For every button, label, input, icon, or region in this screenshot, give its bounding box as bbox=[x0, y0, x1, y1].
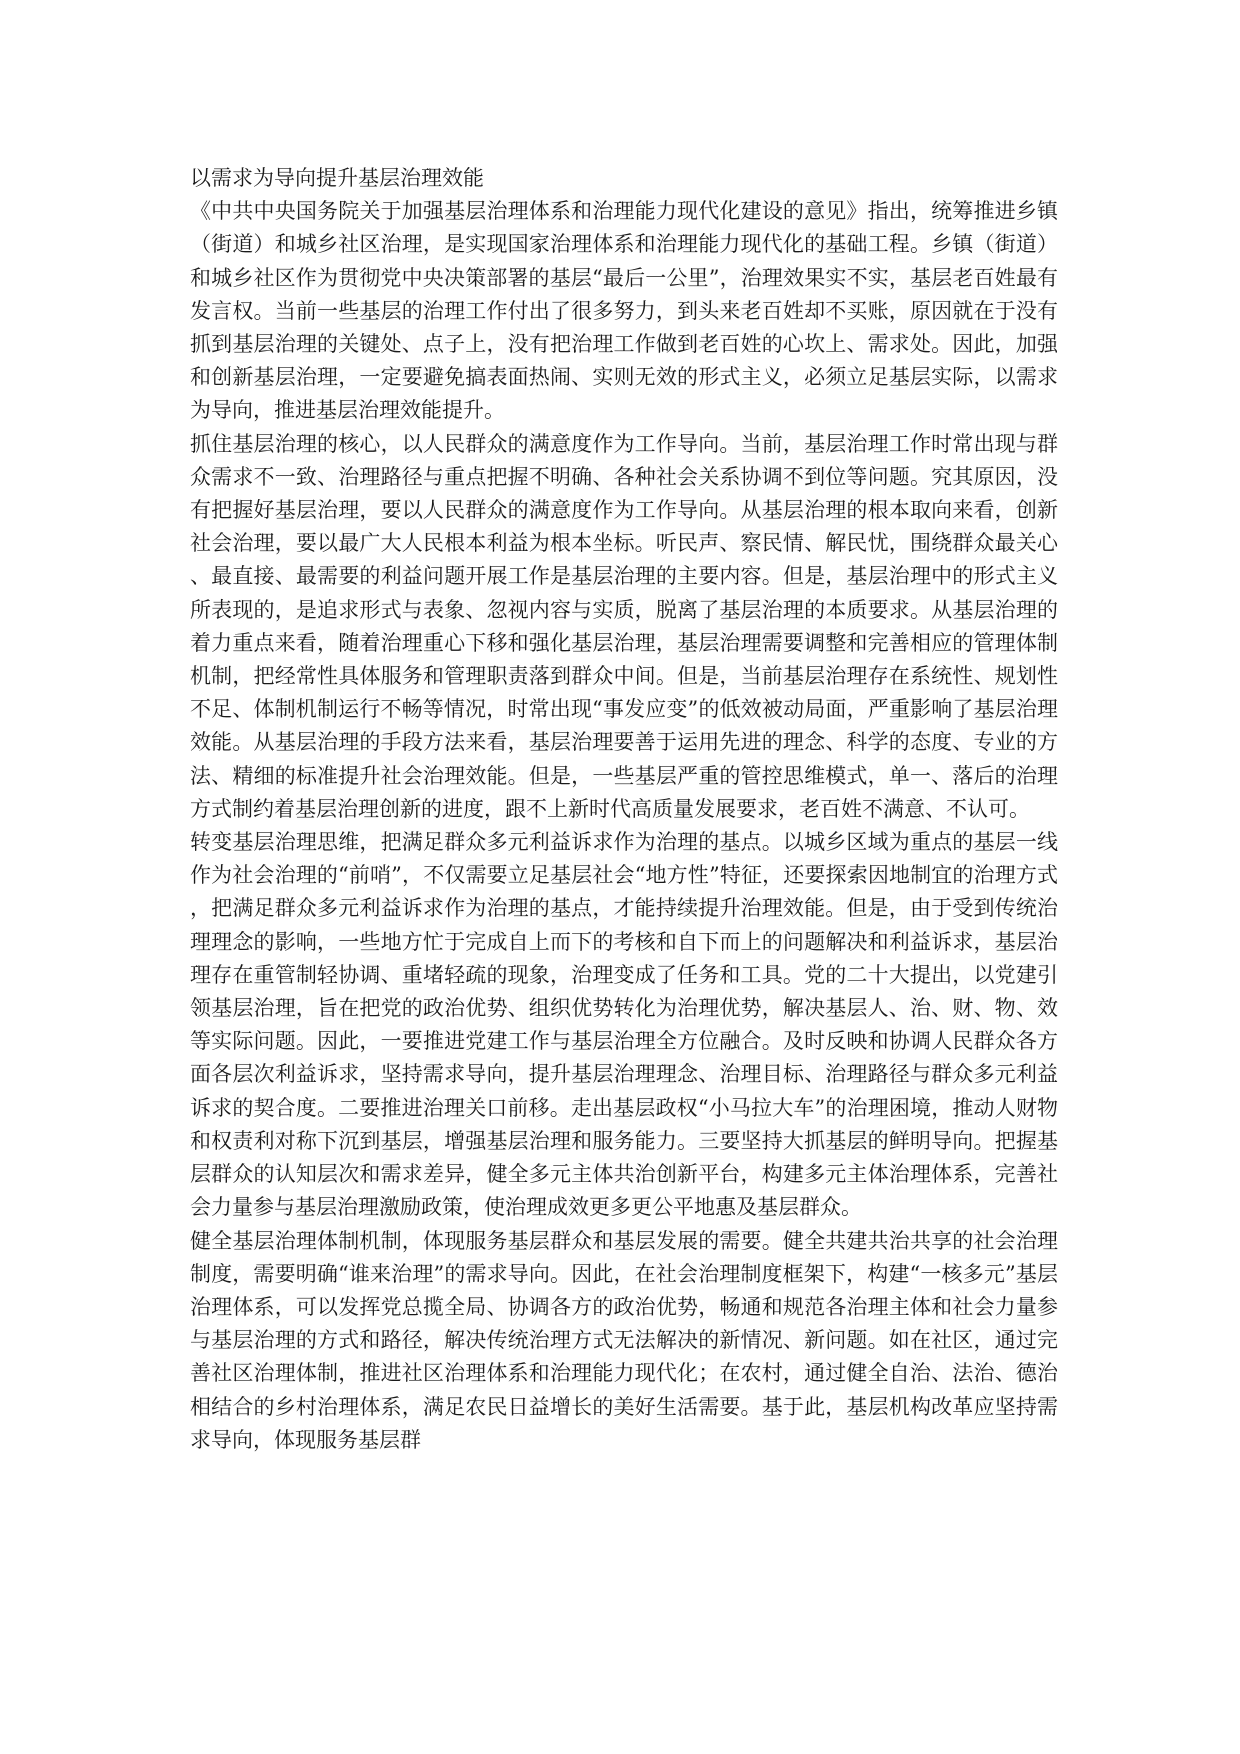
paragraph-4: 健全基层治理体制机制，体现服务基层群众和基层发展的需要。健全共建共治共享的社会治理制度，需要明确“谁来治理”的需求导向。因此，在社会治理制度框架下，构建“一核多元”基层治理体系，可以发挥党总揽全局、协调各方的政治优势，畅通和规范各治理主体和社会力量参与基层治理的方式和路径，解决传统治理方式无法解决的新情况、新问题。如在社区，通过完善社区治理体制，推进社区治理体系和治理能力现代化；在农村，通过健全自治、法治、德治相结合的乡村治理体系，满足农民日益增长的美好生活需要。基于此，基层机构改革应坚持需求导向，体现服务基层群 bbox=[190, 1228, 1058, 1452]
document-page bbox=[190, 162, 1058, 1457]
paragraph-3: 转变基层治理思维，把满足群众多元利益诉求作为治理的基点。以城乡区域为重点的基层一线作为社会治理的“前哨”，不仅需要立足基层社会“地方性”特征，还要探索因地制宜的治理方式，把满足群众多元利益诉求作为治理的基点，才能持续提升治理效能。但是，由于受到传统治理理念的影响，一些地方忙于完成自上而下的考核和自下而上的问题解决和利益诉求，基层治理存在重管制轻协调、重堵轻疏的现象，治理变成了任务和工具。党的二十大提出，以党建引领基层治理，旨在把党的政治优势、组织优势转化为治理优势，解决基层人、治、财、物、效等实际问题。因此，一要推进党建工作与基层治理全方位融合。及时反映和协调人民群众各方面各层次利益诉求，坚持需求导向，提升基层治理理念、治理目标、治理路径与群众多元利益诉求的契合度。二要推进治理关口前移。走出基层政权“小马拉大车”的治理困境，推动人财物和权责利对称下沉到基层，增强基层治理和服务能力。三要坚持大抓基层的鲜明导向。把握基层群众的认知层次和需求差异，健全多元主体共治创新平台，构建多元主体治理体系，完善社会力量参与基层治理激励政策，使治理成效更多更公平地惠及基层群众。 bbox=[190, 830, 1058, 1220]
paragraph-2: 抓住基层治理的核心，以人民群众的满意度作为工作导向。当前，基层治理工作时常出现与群众需求不一致、治理路径与重点把握不明确、各种社会关系协调不到位等问题。究其原因，没有把握好基层治理，要以人民群众的满意度作为工作导向。从基层治理的根本取向来看，创新社会治理，要以最广大人民根本利益为根本坐标。听民声、察民情、解民忧，围绕群众最关心、最直接、最需要的利益问题开展工作是基层治理的主要内容。但是，基层治理中的形式主义所表现的，是追求形式与表象、忽视内容与实质，脱离了基层治理的本质要求。从基层治理的着力重点来看，随着治理重心下移和强化基层治理，基层治理需要调整和完善相应的管理体制机制，把经常性具体服务和管理职责落到群众中间。但是，当前基层治理存在系统性、规划性不足、体制机制运行不畅等情况，时常出现“事发应变”的低效被动局面，严重影响了基层治理效能。从基层治理的手段方法来看，基层治理要善于运用先进的理念、科学的态度、专业的方法、精细的标准提升社会治理效能。但是，一些基层严重的管控思维模式，单一、落后的治理方式制约着基层治理创新的进度，跟不上新时代高质量发展要求，老百姓不满意、不认可。 bbox=[190, 431, 1058, 821]
document-title: 以需求为导向提升基层治理效能 bbox=[190, 166, 484, 190]
paragraph-1: 《中共中央国务院关于加强基层治理体系和治理能力现代化建设的意见》指出，统筹推进乡镇（街道）和城乡社区治理，是实现国家治理体系和治理能力现代化的基础工程。乡镇（街道）和城乡社区作为贯彻党中央决策部署的基层“最后一公里”，治理效果实不实，基层老百姓最有发言权。当前一些基层的治理工作付出了很多努力，到头来老百姓却不买账，原因就在于没有抓到基层治理的关键处、点子上，没有把治理工作做到老百姓的心坎上、需求处。因此，加强和创新基层治理，一定要避免搞表面热闹、实则无效的形式主义，必须立足基层实际，以需求为导向，推进基层治理效能提升。 bbox=[190, 199, 1058, 423]
